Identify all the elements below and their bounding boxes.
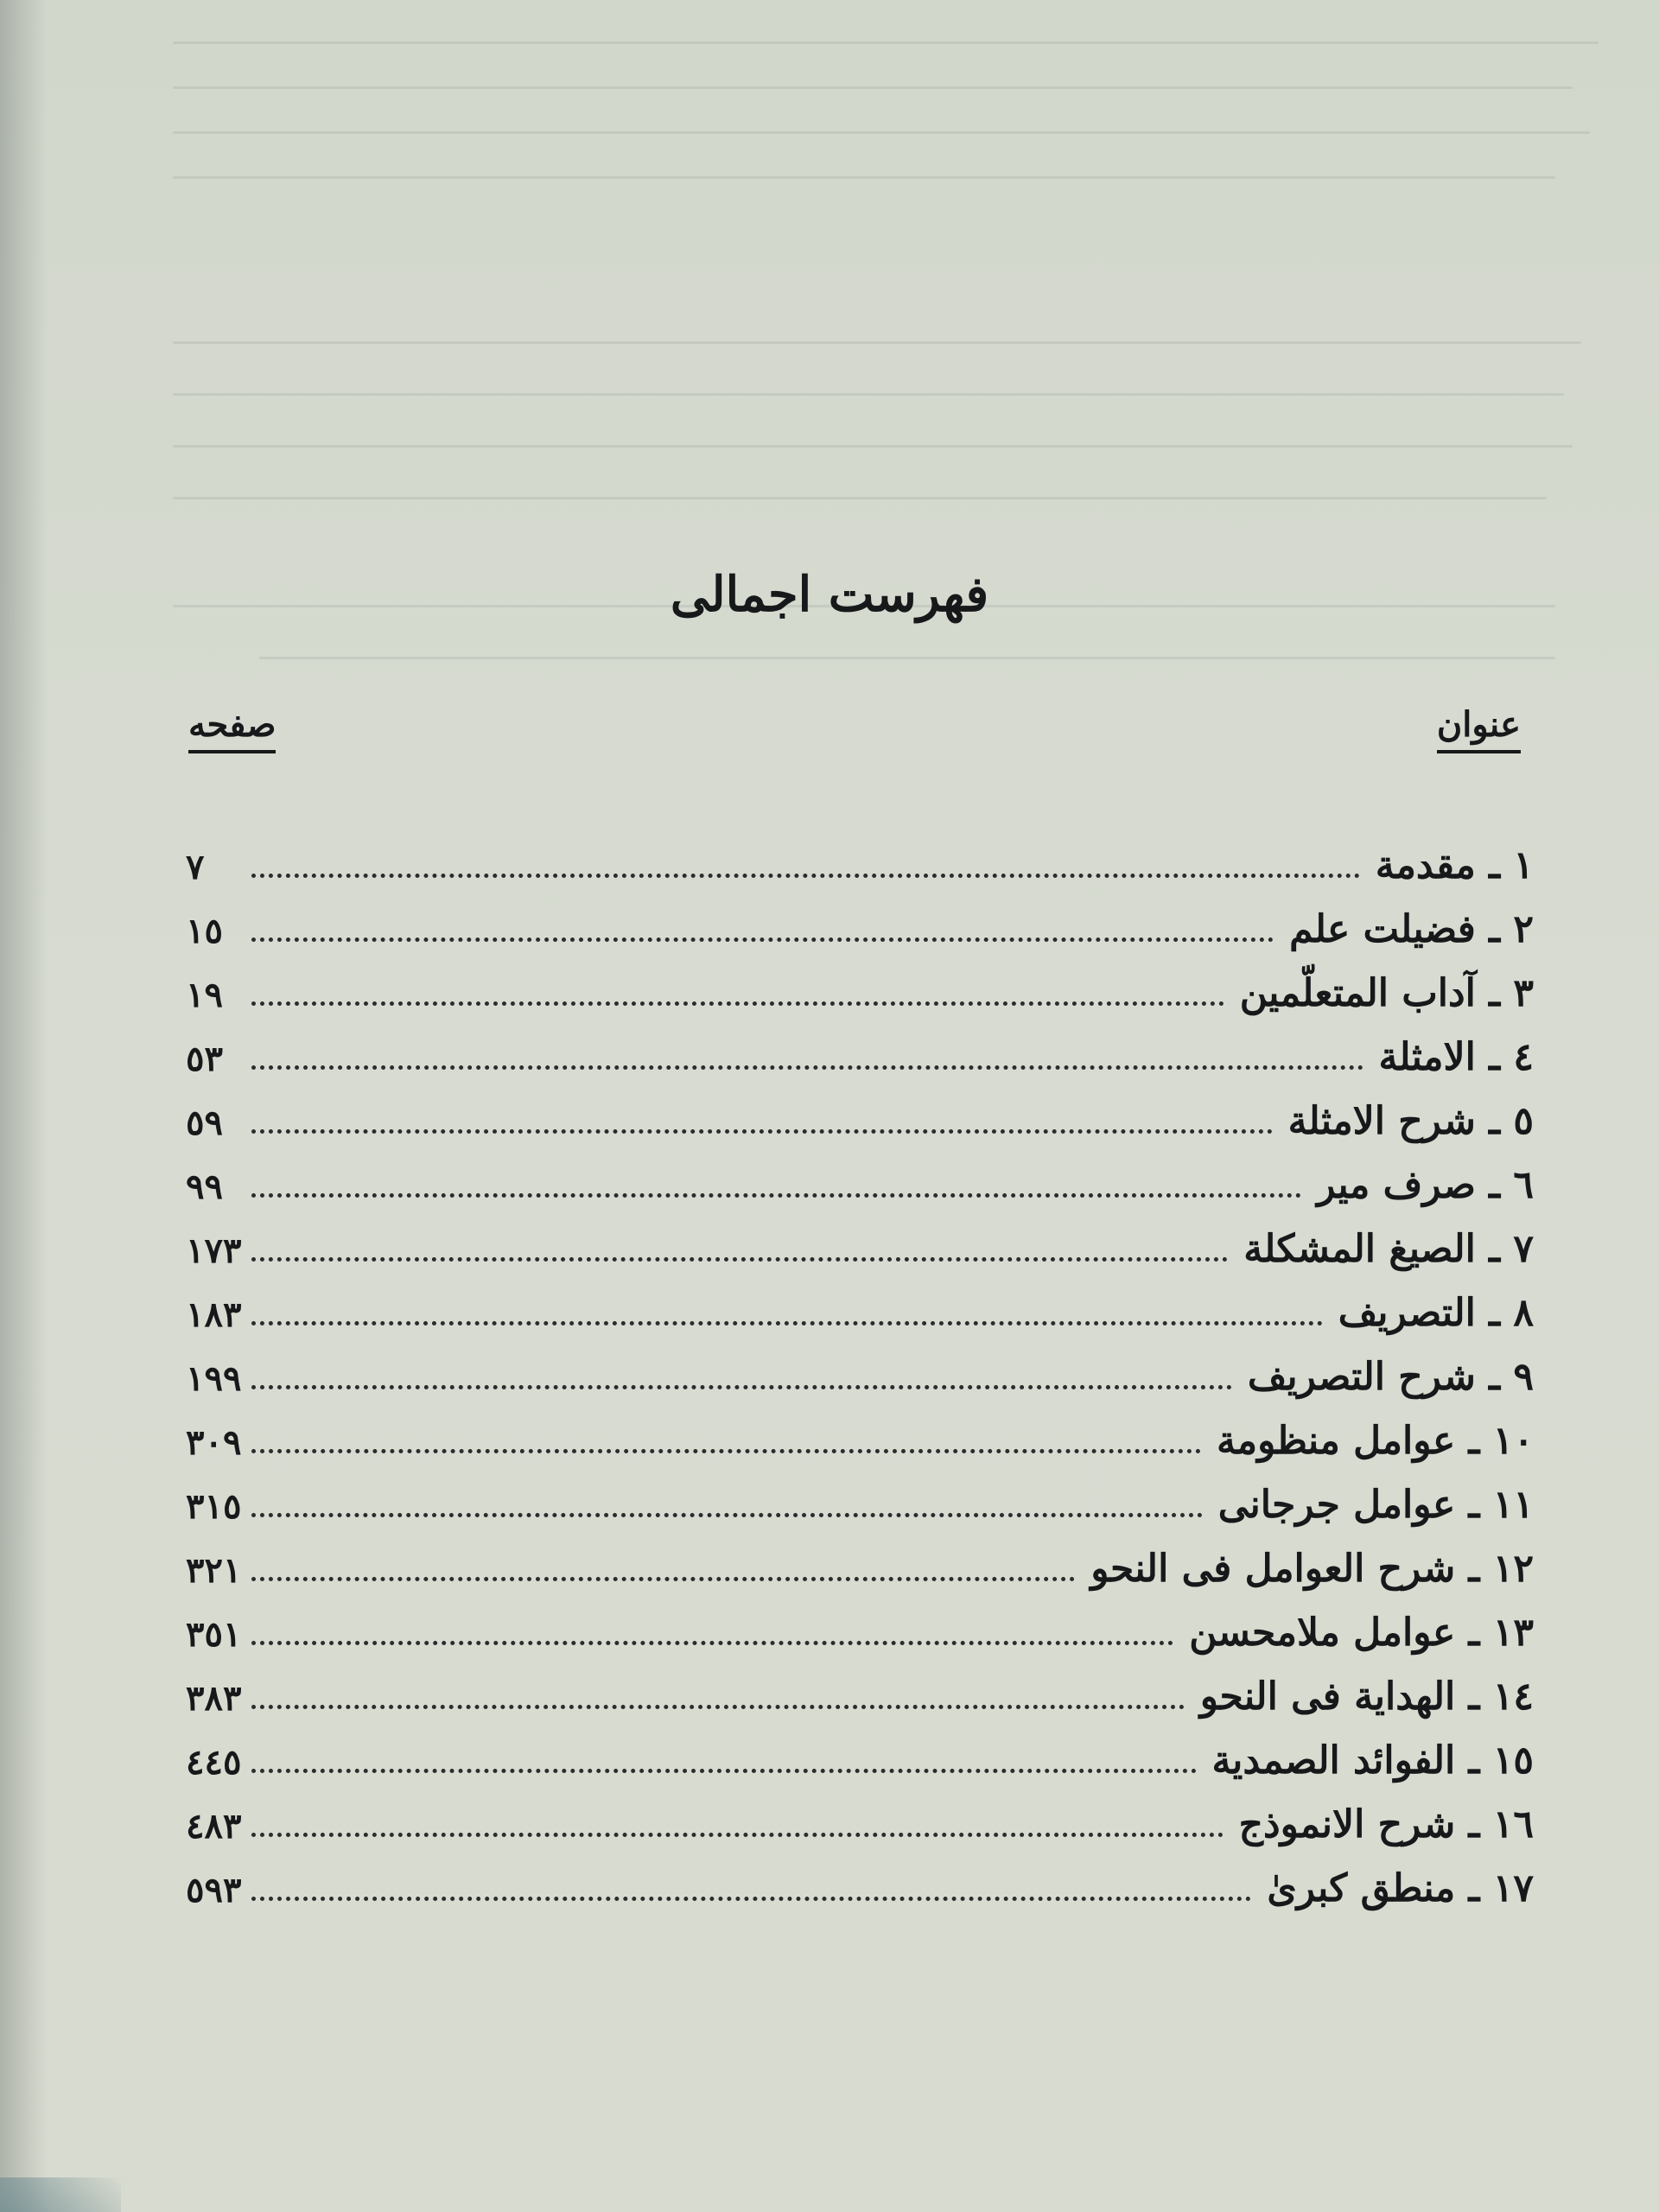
leader-dots	[251, 1641, 1173, 1645]
toc-entry-page: ١٨٣	[186, 1294, 242, 1335]
toc-entry-title: ١٧ ـ منطق کبریٰ	[1267, 1866, 1534, 1910]
toc-entry-title: ١٤ ـ الهدایة فی النحو	[1199, 1675, 1534, 1719]
toc-entry-page: ٣٨٣	[186, 1678, 242, 1719]
toc-entry	[186, 1460, 1534, 1527]
leader-dots	[251, 1897, 1251, 1901]
toc-entry-title: ١٦ ـ شرح الانموذج	[1238, 1802, 1534, 1847]
toc-entry-page: ٥٣	[186, 1039, 223, 1079]
toc-entry	[186, 1141, 1534, 1205]
leader-dots	[251, 1705, 1185, 1709]
toc-entry	[186, 1205, 1534, 1271]
toc-entry	[186, 949, 1534, 1013]
leader-dots	[251, 1577, 1075, 1581]
leader-dots	[251, 938, 1274, 942]
toc-entry	[186, 1524, 1534, 1591]
toc-entry	[186, 1268, 1534, 1335]
toc-entry-page: ١٧٣	[186, 1230, 242, 1271]
leader-dots	[251, 874, 1360, 878]
toc-entry-page: ٤٤٥	[186, 1742, 242, 1783]
toc-entry-title: ١٢ ـ شرح العوامل فی النحو	[1090, 1547, 1534, 1591]
page-title: فهرست اجمالی	[670, 566, 989, 623]
toc-entry-title: ١٥ ـ الفوائد الصمدیة	[1211, 1738, 1534, 1783]
leader-dots	[251, 1257, 1228, 1262]
toc-entry-title: ١ ـ مقدمة	[1375, 843, 1534, 887]
toc-entry-title: ٦ ـ صرف میر	[1317, 1163, 1534, 1207]
toc-entry-page: ٣٠٩	[186, 1422, 242, 1463]
show-through-line	[173, 393, 1564, 396]
show-through-line	[173, 497, 1547, 499]
toc-entry	[186, 1077, 1534, 1141]
leader-dots	[251, 1769, 1197, 1773]
toc-entry	[186, 821, 1534, 885]
leader-dots	[251, 1001, 1224, 1006]
leader-dots	[251, 1833, 1224, 1837]
toc-entry-title: ٢ ـ فضیلت علم	[1289, 907, 1534, 951]
toc-entry	[186, 1396, 1534, 1463]
show-through-line	[173, 86, 1573, 89]
toc-entry-page: ٤٨٣	[186, 1806, 242, 1847]
toc-entry-page: ٣٥١	[186, 1614, 242, 1655]
toc-entry-page: ٥٩٣	[186, 1870, 242, 1910]
toc-entry-page: ١٥	[186, 911, 223, 951]
show-through-line	[173, 445, 1573, 448]
show-through-line	[173, 131, 1590, 134]
leader-dots	[251, 1129, 1273, 1134]
show-through-line	[173, 176, 1555, 179]
toc-entry-title: ٨ ـ التصریف	[1338, 1291, 1534, 1335]
toc-entry-title: ٤ ـ الامثلة	[1378, 1035, 1534, 1079]
toc-entry-page: ١٩٩	[186, 1358, 242, 1399]
toc-entry	[186, 885, 1534, 949]
page-edge-shadow	[0, 0, 48, 2212]
toc-entry-title: ١٠ ـ عوامل منظومة	[1216, 1419, 1534, 1463]
toc-entry	[186, 1844, 1534, 1908]
toc-entry	[186, 1332, 1534, 1399]
leader-dots	[251, 1193, 1301, 1198]
toc-entry-title: ٧ ـ الصیغ المشکلة	[1243, 1227, 1534, 1271]
toc-entry-title: ١١ ـ عوامل جرجانی	[1217, 1483, 1534, 1527]
toc-entry	[186, 1013, 1534, 1077]
toc-entry-page: ٧	[186, 847, 205, 887]
toc-entry-page: ٣١٥	[186, 1486, 242, 1527]
toc-entry-page: ١٩	[186, 975, 223, 1015]
leader-dots	[251, 1065, 1363, 1070]
toc-entry-title: ٥ ـ شرح الامثلة	[1287, 1099, 1534, 1143]
show-through-line	[173, 41, 1599, 44]
toc-entry-title: ٣ ـ آداب المتعلّمین	[1239, 971, 1534, 1015]
show-through-line	[173, 341, 1581, 344]
toc-entry-page: ٣٢١	[186, 1550, 242, 1591]
toc-entry-title: ١٣ ـ عوامل ملامحسن	[1189, 1611, 1534, 1655]
leader-dots	[251, 1513, 1203, 1517]
column-header-page: صفحه	[188, 704, 276, 753]
leader-dots	[251, 1449, 1201, 1453]
toc-entry-page: ٩٩	[186, 1166, 223, 1207]
toc-entry	[186, 1652, 1534, 1719]
toc-entry	[186, 1780, 1534, 1847]
toc-entry	[186, 1716, 1534, 1783]
column-header-title: عنوان	[1437, 704, 1521, 753]
toc-entry	[186, 1588, 1534, 1655]
background-corner	[0, 2177, 121, 2212]
toc-entry-page: ٥٩	[186, 1103, 223, 1143]
toc-entry-title: ٩ ـ شرح التصریف	[1247, 1355, 1534, 1399]
leader-dots	[251, 1385, 1232, 1389]
show-through-line	[259, 657, 1555, 659]
leader-dots	[251, 1321, 1323, 1325]
